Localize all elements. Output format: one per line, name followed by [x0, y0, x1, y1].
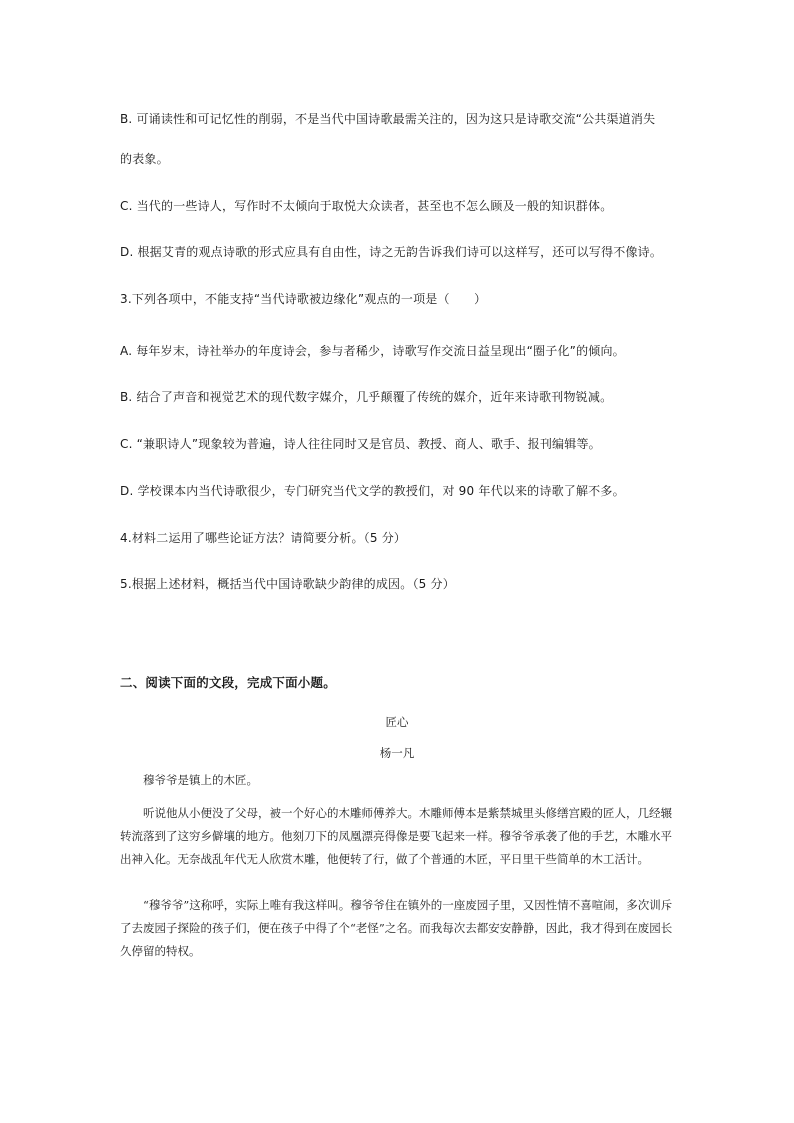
story-paragraph: “穆爷爷”这称呼，实际上唯有我这样叫。穆爷爷住在镇外的一座废园子里，又因性情不喜喧闹，多次训斥了去废园子探险的孩子们，便在孩子中得了个“老怪”之名。而我每次去都安安静静，因此，我才得到在废园长久停留的特权。 — [120, 898, 673, 958]
story-paragraph: 穆爷爷是镇上的木匠。 — [143, 773, 258, 787]
q3-option-c: C. “兼职诗人”现象较为普遍，诗人往往同时又是官员、教授、商人、歌手、报刊编辑等。 — [120, 437, 601, 451]
q3-option-b: B. 结合了声音和视觉艺术的现代数字媒介，几乎颠覆了传统的媒介，近年来诗歌刊物锐减。 — [120, 390, 613, 404]
question-5: 5.根据上述材料，概括当代中国诗歌缺少韵律的成因。（5 分） — [120, 577, 455, 591]
option-b-line-2: 的表象。 — [120, 152, 169, 166]
story-author: 杨一凡 — [379, 746, 415, 760]
section-title: 二、阅读下面的文段，完成下面小题。 — [120, 675, 336, 690]
story-paragraph: 听说他从小便没了父母，被一个好心的木雕师傅养大。木雕师傅本是紫禁城里头修缮宫殿的匠人，几经辗转流落到了这穷乡僻壤的地方。他刻刀下的凤凰漂亮得像是要飞起来一样。穆爷爷承袭了他的手艺，木雕水平出神入化。无奈战乱年代无人欣赏木雕，他便转了行，做了个普通的木匠，平日里干些简单的木工活计。 — [120, 806, 672, 866]
q3-option-a: A. 每年岁末，诗社举办的年度诗会，参与者稀少，诗歌写作交流日益呈现出“圈子化”的倾向。 — [120, 344, 625, 358]
option-d: D. 根据艾青的观点诗歌的形式应具有自由性，诗之无韵告诉我们诗可以这样写，还可以写得不像诗。 — [120, 245, 663, 259]
q3-option-d: D. 学校课本内当代诗歌很少，专门研究当代文学的教授们，对 90 年代以来的诗歌了解不多。 — [120, 484, 625, 498]
story-title: 匠心 — [385, 715, 409, 729]
option-b-line-1: B. 可诵读性和可记忆性的削弱，不是当代中国诗歌最需关注的，因为这只是诗歌交流“公共渠道消失 — [120, 112, 656, 126]
question-4: 4.材料二运用了哪些论证方法？请简要分析。（5 分） — [120, 531, 407, 545]
question-3: 3.下列各项中，不能支持“当代诗歌被边缘化”观点的一项是（ ） — [120, 292, 487, 306]
option-c: C. 当代的一些诗人，写作时不太倾向于取悦大众读者，甚至也不怎么顾及一般的知识群体。 — [120, 199, 613, 213]
